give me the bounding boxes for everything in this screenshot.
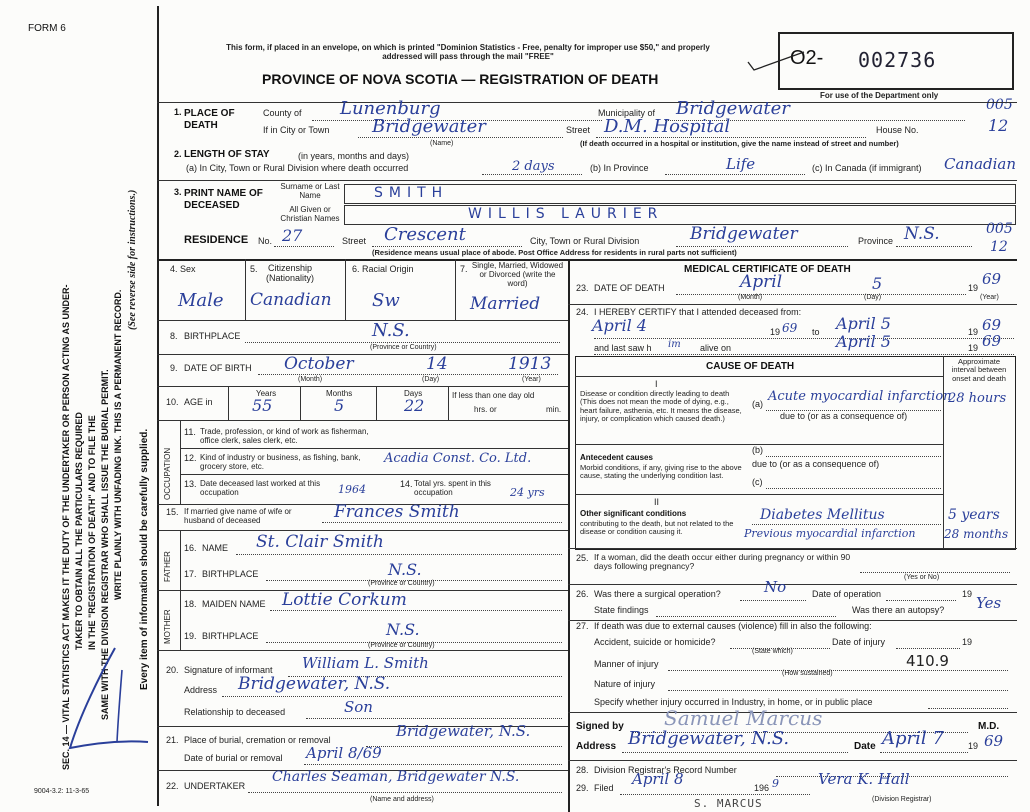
city-label: If in City or Town: [263, 125, 330, 135]
dob-month: October: [284, 354, 354, 374]
side-notice-line1: SEC. 14 — VITAL STATISTICS ACT MAKES IT THE DUTY OF THE UNDERTAKER OR PERSON ACTING AS UNDER-: [61, 284, 71, 770]
residence-street-value: Crescent: [384, 224, 466, 245]
alive-year: 69: [982, 332, 1002, 350]
industry-value: Acadia Const. Co. Ltd.: [384, 451, 532, 466]
date-injury-prefix: 19: [962, 637, 973, 647]
residence-province-value: N.S.: [904, 224, 940, 244]
physician-date-label: Date: [854, 741, 876, 752]
registrar-value: Vera K. Hall: [818, 770, 910, 788]
residence-province-label: Province: [858, 236, 894, 246]
burial-place-label: Place of burial, cremation or removal: [184, 735, 331, 745]
date-injury-label: Date of injury: [832, 637, 886, 647]
mother-side-label: MOTHER: [163, 609, 172, 644]
print-code: 9004-3.2: 11-3-65: [34, 788, 90, 795]
father-name-value: St. Clair Smith: [256, 532, 384, 552]
autopsy-value: Yes: [976, 594, 1002, 612]
part-two: II: [654, 497, 660, 507]
dob-label: DATE OF BIRTH: [184, 363, 252, 373]
stay-b-label: (b) In Province: [590, 163, 649, 173]
age-days-value: 22: [404, 396, 425, 415]
spouse-label: If married give name of wife or husband of deceased: [184, 507, 292, 525]
physician-address-value: Bridgewater, N.S.: [628, 728, 790, 749]
municipality-label: Municipality of: [598, 108, 656, 118]
mother-maiden-value: Lottie Corkum: [282, 590, 407, 610]
less-than-day-label: If less than one day old: [452, 391, 535, 400]
external-label: If death was due to external causes (violence) fill in also the following:: [594, 621, 872, 631]
stay-c-value: Canadian: [944, 155, 1017, 173]
other-conditions-label: Other significant conditions: [580, 509, 687, 518]
birthplace-label: BIRTHPLACE: [184, 331, 241, 341]
stay-c-label: (c) In Canada (if immigrant): [812, 163, 922, 173]
department-code-3: 005: [986, 221, 1013, 237]
alive-label: alive on: [700, 343, 732, 353]
medical-heading: MEDICAL CERTIFICATE OF DEATH: [684, 264, 851, 275]
trade-label: Trade, profession, or kind of work as fisherman, office clerk, sales clerk, etc.: [200, 427, 369, 445]
physician-date-year: 69: [984, 732, 1004, 750]
spouse-value: Frances Smith: [334, 502, 460, 522]
date-operation-label: Date of operation: [812, 589, 882, 599]
county-value: Lunenburg: [340, 98, 441, 119]
length-of-stay-heading: LENGTH OF STAY: [184, 149, 270, 160]
citizenship-value: Canadian: [250, 290, 332, 310]
date-last-worked-value: 1964: [338, 483, 366, 496]
total-years-value: 24 yrs: [510, 486, 545, 499]
residence-heading: RESIDENCE: [184, 234, 249, 246]
stay-a-value: 2 days: [512, 159, 555, 174]
age-months-label: Months: [326, 389, 353, 398]
city-name-note: (Name): [430, 140, 454, 147]
attended-to-year: 69: [982, 316, 1002, 334]
given-box: [344, 205, 1016, 225]
date-of-death-label: DATE OF DEATH: [594, 283, 665, 293]
birthplace-value: N.S.: [372, 320, 410, 341]
manner-label: Manner of injury: [594, 659, 659, 669]
residence-note: (Residence means usual place of abode. Post Office Address for residents in rural parts not sufficient): [372, 248, 737, 257]
antecedent-sub: Morbid conditions, if any, giving rise to the above cause, stating the underlying condition last.: [580, 463, 742, 481]
attended-from: April 4: [592, 316, 647, 335]
other-conditions-sub: contributing to the death, but not related to the disease or condition causing it.: [580, 519, 734, 537]
father-birthplace-value: N.S.: [388, 560, 422, 579]
physician-address-label: Address: [576, 741, 617, 752]
specify-label: Specify whether injury occurred in Industry, in home, or in public place: [594, 697, 873, 707]
residence-city-value: Bridgewater: [690, 224, 798, 244]
cause-c-label: (c): [752, 477, 763, 487]
cause-of-death-heading: CAUSE OF DEATH: [706, 361, 795, 372]
industry-label: Kind of industry or business, as fishing, bank, grocery store, etc.: [200, 453, 361, 471]
accident-label: Accident, suicide or homicide?: [594, 637, 716, 647]
side-notice-line3: IN THE "REGISTRATION OF DEATH" AND TO FILE THE: [87, 415, 97, 650]
mother-birthplace-value: N.S.: [386, 620, 420, 639]
filed-value: April 8: [632, 770, 684, 788]
surname-label: Surname or Last Name: [280, 182, 340, 200]
dob-day: 14: [426, 354, 448, 374]
attended-from-prefix: 19: [770, 327, 781, 337]
part-one: I: [655, 379, 658, 389]
attended-to-label: to: [812, 327, 820, 337]
sex-value: Male: [178, 290, 224, 311]
age-years-label: Years: [256, 389, 277, 398]
how-sustained-note: (How sustained): [782, 670, 833, 677]
findings-label: State findings: [594, 605, 649, 615]
informant-address-label: Address: [184, 685, 218, 695]
place-of-death-heading: PLACE OF DEATH: [184, 108, 235, 131]
birthplace-note: (Province or Country): [370, 344, 437, 351]
filed-year: 9: [772, 777, 779, 790]
mother-maiden-label: MAIDEN NAME: [202, 599, 266, 609]
undertaker-note: (Name and address): [370, 796, 434, 803]
filed-year-prefix: 196: [754, 783, 770, 793]
street-label: Street: [566, 125, 591, 135]
autopsy-label: Was there an autopsy?: [852, 605, 945, 615]
other-condition-2: Previous myocardial infarction: [744, 527, 916, 540]
antecedent-label: Antecedent causes: [580, 453, 653, 462]
death-year: 69: [982, 270, 1002, 288]
form-title: PROVINCE OF NOVA SCOTIA — REGISTRATION OF DEATH: [262, 71, 659, 87]
informant-signature-label: Signature of informant: [184, 665, 273, 675]
city-value: Bridgewater: [372, 116, 486, 137]
department-code-1: 005: [986, 97, 1013, 113]
racial-value: Sw: [372, 290, 400, 311]
side-notice-line4: SAME WITH THE DIVISION REGISTRAR WHO SHALL ISSUE THE BURIAL PERMIT.: [100, 369, 110, 720]
dob-month-note: (Month): [298, 376, 323, 383]
side-notice-line2: TAKER TO OBTAIN ALL THE PARTICULARS REQUIRED: [74, 412, 84, 650]
stay-b-value: Life: [726, 155, 756, 173]
street-value: D.M. Hospital: [604, 116, 731, 137]
signed-by-label: Signed by: [576, 721, 624, 732]
mother-birthplace-note: (Province or Country): [368, 642, 435, 649]
other-condition-1-interval: 5 years: [948, 507, 1000, 523]
record-number-label: Division Registrar's Record Number: [594, 765, 737, 775]
signed-by-value: Samuel Marcus: [664, 706, 823, 730]
physician-stamp: S. MARCUS: [694, 797, 763, 810]
undertaker-label: UNDERTAKER: [184, 781, 246, 791]
dob-day-note: (Day): [422, 376, 440, 383]
disease-label: Disease or condition directly leading to death (This does not mean the mode of dying, e.g., heart failure, asthenia, etc. It means the disease, injury, or complication which caused death.): [580, 389, 742, 423]
mother-birthplace-label: BIRTHPLACE: [202, 631, 259, 641]
occupation-side-label: OCCUPATION: [163, 447, 172, 500]
cause-a-label: (a): [752, 399, 763, 409]
burial-place-value: Bridgewater, N.S.: [396, 722, 531, 740]
given-value: WILLIS LAURIER: [468, 206, 664, 222]
father-side-label: FATHER: [163, 551, 172, 582]
registration-number-box: [778, 32, 1014, 90]
attended-from-year: 69: [782, 321, 798, 335]
surgical-label: Was there a surgical operation?: [594, 589, 721, 599]
physician-date-value: April 7: [882, 728, 944, 749]
death-year-note: (Year): [980, 294, 999, 301]
age-months-value: 5: [334, 396, 345, 415]
registration-prefix: O2-: [790, 47, 824, 69]
due-to-b-label: due to (or as a consequence of): [752, 459, 880, 469]
manner-code: 410.9: [906, 652, 949, 670]
dob-year: 1913: [508, 354, 552, 374]
house-label: House No.: [876, 125, 919, 135]
dob-year-note: (Year): [522, 376, 541, 383]
death-day-note: (Day): [864, 294, 882, 301]
cause-a-value: Acute myocardial infarction: [768, 389, 952, 404]
surgical-value: No: [764, 578, 787, 596]
department-code-2: 12: [988, 116, 1009, 135]
surname-value: SMITH: [374, 185, 449, 201]
nature-label: Nature of injury: [594, 679, 656, 689]
date-last-worked-label: Date deceased last worked at this occupation: [200, 479, 321, 497]
death-day: 5: [872, 274, 883, 293]
cause-a-interval: 28 hours: [948, 391, 1007, 406]
name-heading: PRINT NAME OF DECEASED: [184, 188, 263, 211]
registrar-initial-mark: [60, 640, 160, 760]
side-notice-reverse: (See reverse side for instructions.): [127, 189, 138, 330]
form-id: FORM 6: [28, 23, 66, 34]
relationship-label: Relationship to deceased: [184, 707, 286, 717]
father-birthplace-note: (Province or Country): [368, 580, 435, 587]
residence-no-value: 27: [282, 226, 303, 245]
age-days-label: Days: [404, 389, 423, 398]
alive-year-prefix: 19: [968, 343, 979, 353]
burial-date-label: Date of burial or removal: [184, 753, 283, 763]
postal-note: This form, if placed in an envelope, on which is printed "Dominion Statistics - Free, penalty for improper use $50," and properly addressed will pass through the mail "FREE": [226, 43, 710, 61]
municipality-value: Bridgewater: [676, 98, 790, 119]
county-label: County of: [263, 108, 302, 118]
residence-city-label: City, Town or Rural Division: [530, 236, 640, 246]
stay-a-label: (a) In City, Town or Rural Division where death occurred: [186, 163, 409, 173]
marital-value: Married: [470, 294, 541, 314]
total-years-label: Total yrs. spent in this occupation: [414, 479, 491, 497]
citizenship-label: Citizenship (Nationality): [265, 263, 314, 283]
cause-b-label: (b): [752, 445, 763, 455]
department-use-label: For use of the Department only: [820, 91, 939, 100]
other-condition-1: Diabetes Mellitus: [760, 507, 885, 523]
informant-address-value: Bridgewater, N.S.: [238, 674, 391, 694]
filed-label: Filed: [594, 783, 614, 793]
date-operation-prefix: 19: [962, 589, 973, 599]
undertaker-value: Charles Seaman, Bridgewater N.S.: [272, 769, 520, 785]
sex-label: Sex: [180, 264, 196, 274]
hospital-note: (If death occurred in a hospital or institution, give the name instead of street and number): [580, 139, 899, 148]
age-label: AGE in: [184, 397, 213, 407]
informant-signature-value: William L. Smith: [302, 654, 429, 672]
attended-to: April 5: [836, 314, 891, 333]
hrs-label: hrs. or: [474, 405, 497, 414]
relationship-value: Son: [344, 698, 373, 716]
md-label: M.D.: [978, 721, 1000, 732]
marital-label: Single, Married, Widowed or Divorced (write the word): [471, 261, 564, 288]
min-label: min.: [546, 405, 562, 414]
last-saw-label: and last saw h: [594, 343, 652, 353]
side-notice-line5: WRITE PLAINLY WITH UNFADING INK. THIS IS A PERMANENT RECORD.: [113, 289, 123, 600]
registrar-note: (Division Registrar): [872, 796, 932, 803]
due-to-a-label: due to (or as a consequence of): [780, 411, 908, 421]
alive-value: April 5: [836, 332, 891, 351]
side-notice-supplied: Every item of information should be carefully supplied.: [139, 428, 150, 690]
death-month-note: (Month): [738, 294, 763, 301]
interval-label: Approximate interval between onset and death: [951, 357, 1007, 383]
attended-to-prefix: 19: [968, 327, 979, 337]
other-condition-2-interval: 28 months: [944, 527, 1009, 541]
state-which-note: (State which): [752, 648, 793, 655]
registration-number: 002736: [858, 48, 937, 72]
father-name-label: NAME: [202, 543, 229, 553]
residence-no-label: No.: [258, 236, 273, 246]
given-label: All Given or Christian Names: [280, 205, 340, 223]
department-code-4: 12: [990, 239, 1008, 255]
physician-date-prefix: 19: [968, 741, 979, 751]
death-month: April: [740, 272, 783, 292]
age-years-value: 55: [252, 396, 273, 415]
last-saw-value: im: [668, 339, 681, 350]
length-of-stay-sub: (in years, months and days): [298, 151, 410, 161]
racial-label: Racial Origin: [362, 264, 414, 274]
certify-label: I HEREBY CERTIFY that I attended deceased from:: [594, 307, 802, 317]
yes-no-note: (Yes or No): [904, 574, 940, 581]
residence-street-label: Street: [342, 236, 367, 246]
father-birthplace-label: BIRTHPLACE: [202, 569, 259, 579]
pregnancy-label: If a woman, did the death occur either during pregnancy or within 90 days following pregnancy?: [594, 552, 851, 572]
burial-date-value: April 8/69: [306, 744, 382, 762]
death-year-prefix: 19: [968, 283, 979, 293]
